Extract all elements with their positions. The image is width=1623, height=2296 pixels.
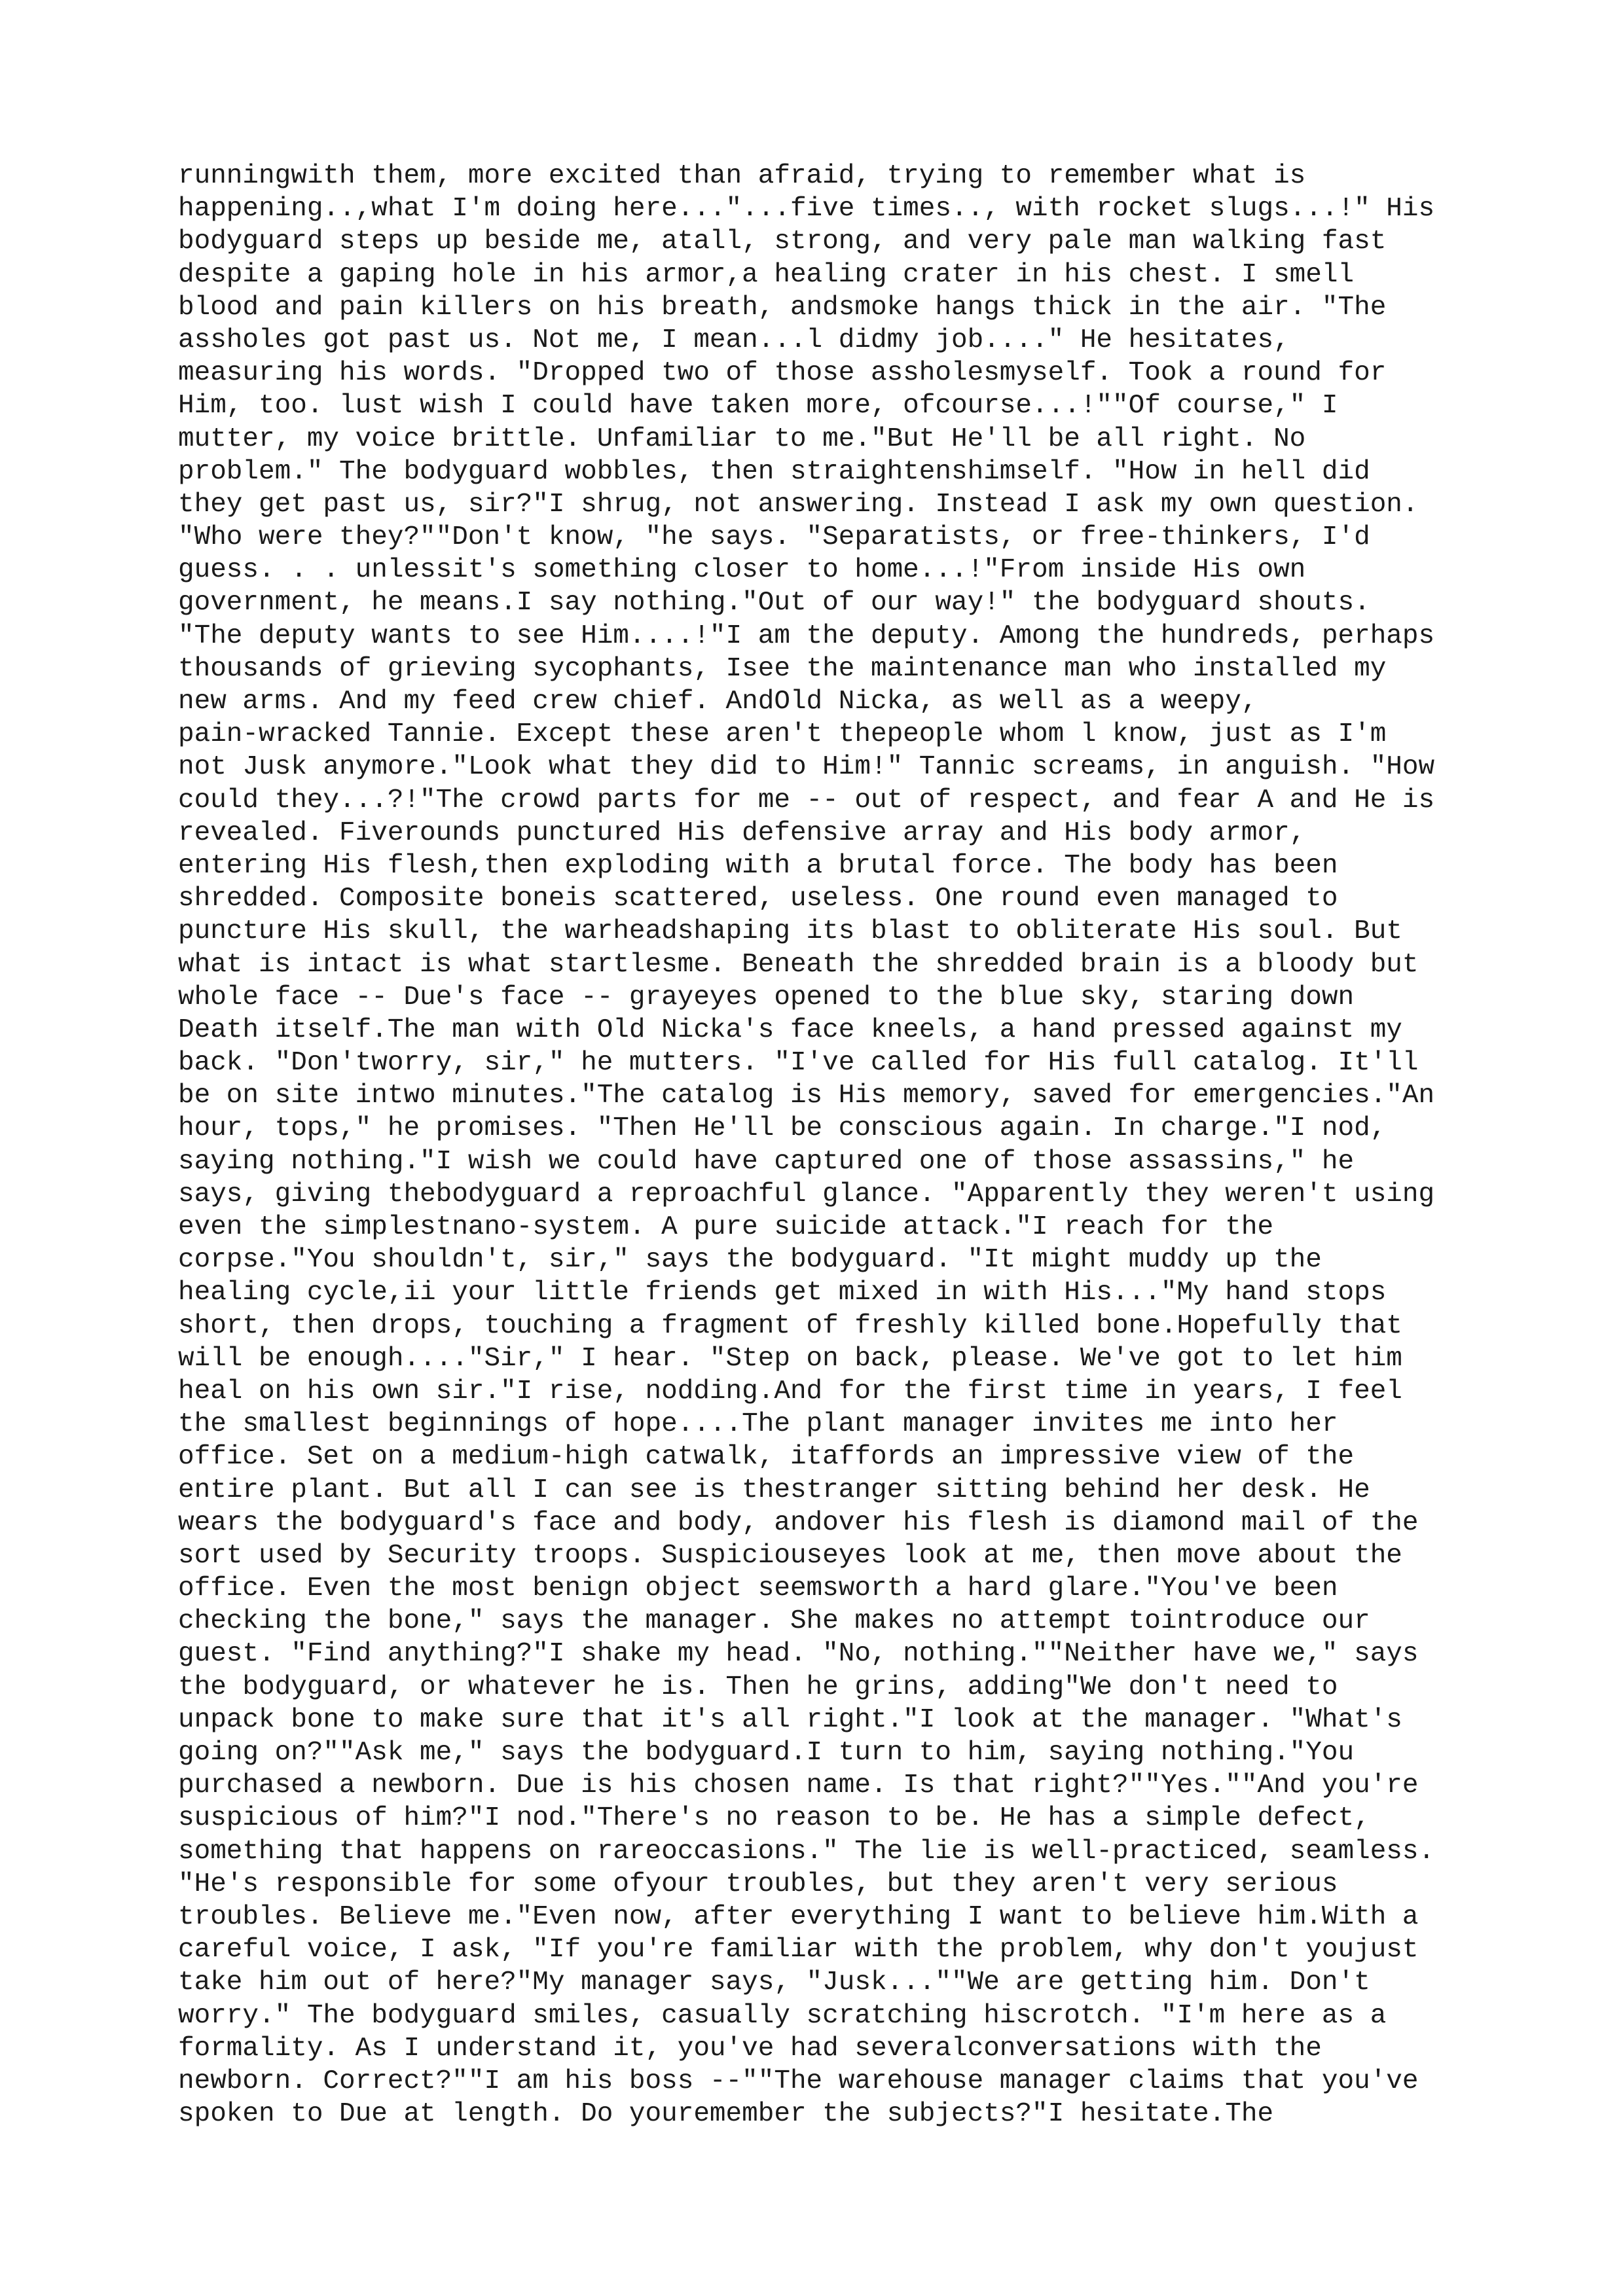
text-line: office. Set on a medium-high catwalk, itaffords an impressive view of the (178, 1442, 1355, 1473)
text-line: not Jusk anymore."Look what they did to Him!" Tannic screams, in anguish. "How (178, 752, 1435, 783)
text-line: thousands of grieving sycophants, Isee the maintenance man who installed my (178, 653, 1387, 684)
text-line: "Who were they?""Don't know, "he says. "Separatists, or free-thinkers, I'd (178, 522, 1370, 553)
text-line: heal on his own sir."I rise, nodding.And for the first time in years, I feel (178, 1376, 1402, 1407)
text-line: runningwith them, more excited than afraid, trying to remember what is (178, 161, 1306, 191)
text-line: formality. As I understand it, you've had severalconversations with the (178, 2033, 1322, 2064)
text-line: bodyguard steps up beside me, atall, strong, and very pale man walking fast (178, 226, 1387, 257)
text-line: despite a gaping hole in his armor,a healing crater in his chest. I smell (178, 259, 1355, 290)
text-line: something that happens on rareoccasions." The lie is well-practiced, seamless. (178, 1836, 1435, 1867)
text-line: guest. "Find anything?"I shake my head. "No, nothing.""Neither have we," says (178, 1639, 1419, 1670)
text-line: entire plant. But all I can see is thestranger sitting behind her desk. He (178, 1475, 1370, 1505)
text-line: careful voice, I ask, "If you're familiar with the problem, why don't youjust (178, 1935, 1419, 1965)
text-line: Death itself.The man with Old Nicka's face kneels, a hand pressed against my (178, 1014, 1402, 1045)
text-line: government, he means.I say nothing."Out of our way!" the bodyguard shouts. (178, 588, 1370, 619)
text-line: measuring his words. "Dropped two of those assholesmyself. Took a round for (178, 358, 1387, 389)
text-line: troubles. Believe me."Even now, after everything I want to believe him.With a (178, 1901, 1419, 1932)
text-line: worry." The bodyguard smiles, casually scratching hiscrotch. "I'm here as a (178, 2000, 1387, 2031)
text-line: blood and pain killers on his breath, andsmoke hangs thick in the air. "The (178, 292, 1387, 323)
text-line: purchased a newborn. Due is his chosen name. Is that right?""Yes.""And you're (178, 1770, 1419, 1801)
text-line: back. "Don'tworry, sir," he mutters. "I've called for His full catalog. It'll (178, 1048, 1419, 1079)
text-line: the bodyguard, or whatever he is. Then he grins, adding"We don't need to (178, 1672, 1338, 1702)
text-line: spoken to Due at length. Do youremember the subjects?"I hesitate.The (178, 2099, 1274, 2130)
text-line: "The deputy wants to see Him....!"I am the deputy. Among the hundreds, perhaps (178, 620, 1435, 651)
body-text (178, 160, 1487, 2130)
text-line: could they...?!"The crowd parts for me -- out of respect, and fear A and He is (178, 785, 1435, 816)
text-line: guess. . . unlessit's something closer to home...!"From inside His own (178, 555, 1306, 586)
text-line: problem." The bodyguard wobbles, then straightenshimself. "How in hell did (178, 456, 1370, 487)
text-line: be on site intwo minutes."The catalog is His memory, saved for emergencies."An (178, 1081, 1435, 1111)
text-line: short, then drops, touching a fragment of freshly killed bone.Hopefully that (178, 1310, 1402, 1341)
text-line: they get past us, sir?"I shrug, not answering. Instead I ask my own question. (178, 489, 1419, 520)
text-line: going on?""Ask me," says the bodyguard.I turn to him, saying nothing."You (178, 1738, 1355, 1768)
text-line: mutter, my voice brittle. Unfamiliar to me."But He'll be all right. No (178, 423, 1306, 454)
text-line: corpse."You shouldn't, sir," says the bodyguard. "It might muddy up the (178, 1245, 1322, 1276)
text-line: saying nothing."I wish we could have captured one of those assassins," he (178, 1146, 1355, 1177)
text-line: unpack bone to make sure that it's all right."I look at the manager. "What's (178, 1704, 1402, 1735)
text-line: pain-wracked Tannie. Except these aren't thepeople whom l know, just as I'm (178, 719, 1387, 750)
text-line: says, giving thebodyguard a reproachful glance. "Apparently they weren't using (178, 1179, 1435, 1210)
text-line: hour, tops," he promises. "Then He'll be conscious again. In charge."I nod, (178, 1113, 1387, 1144)
text-line: whole face -- Due's face -- grayeyes opened to the blue sky, staring down (178, 982, 1355, 1013)
text-line: the smallest beginnings of hope....The plant manager invites me into her (178, 1409, 1338, 1440)
text-line: assholes got past us. Not me, I mean...l didmy job...." He hesitates, (178, 325, 1290, 355)
text-line: sort used by Security troops. Suspiciouseyes look at me, then move about the (178, 1540, 1402, 1571)
text-line: wears the bodyguard's face and body, andover his flesh is diamond mail of the (178, 1507, 1419, 1538)
text-line: puncture His skull, the warheadshaping its blast to obliterate His soul. But (178, 916, 1402, 947)
text-line: checking the bone," says the manager. She makes no attempt tointroduce our (178, 1606, 1370, 1637)
text-line: even the simplestnano-system. A pure suicide attack."I reach for the (178, 1212, 1274, 1242)
text-line: happening..,what I'm doing here..."...five times.., with rocket slugs...!" His (178, 194, 1435, 224)
text-line: suspicious of him?"I nod."There's no reason to be. He has a simple defect, (178, 1803, 1370, 1834)
text-line: revealed. Fiverounds punctured His defensive array and His body armor, (178, 817, 1306, 848)
text-line: office. Even the most benign object seemsworth a hard glare."You've been (178, 1573, 1338, 1604)
text-line: entering His flesh,then exploding with a brutal force. The body has been (178, 850, 1338, 881)
text-line: new arms. And my feed crew chief. AndOld Nicka, as well as a weepy, (178, 687, 1258, 717)
text-line: healing cycle,ii your little friends get mixed in with His..."My hand stops (178, 1278, 1387, 1308)
text-line: "He's responsible for some ofyour troubles, but they aren't very serious (178, 1869, 1338, 1899)
text-line: shredded. Composite boneis scattered, useless. One round even managed to (178, 884, 1338, 914)
text-line: will be enough...."Sir," I hear. "Step on back, please. We've got to let him (178, 1343, 1402, 1374)
text-line: newborn. Correct?""I am his boss --""The warehouse manager claims that you've (178, 2066, 1419, 2096)
text-line: Him, too. lust wish I could have taken more, ofcourse...!""Of course," I (178, 391, 1338, 422)
text-line: take him out of here?"My manager says, "Jusk...""We are getting him. Don't (178, 1967, 1370, 1998)
text-line: what is intact is what startlesme. Beneath the shredded brain is a bloody but (178, 949, 1419, 980)
